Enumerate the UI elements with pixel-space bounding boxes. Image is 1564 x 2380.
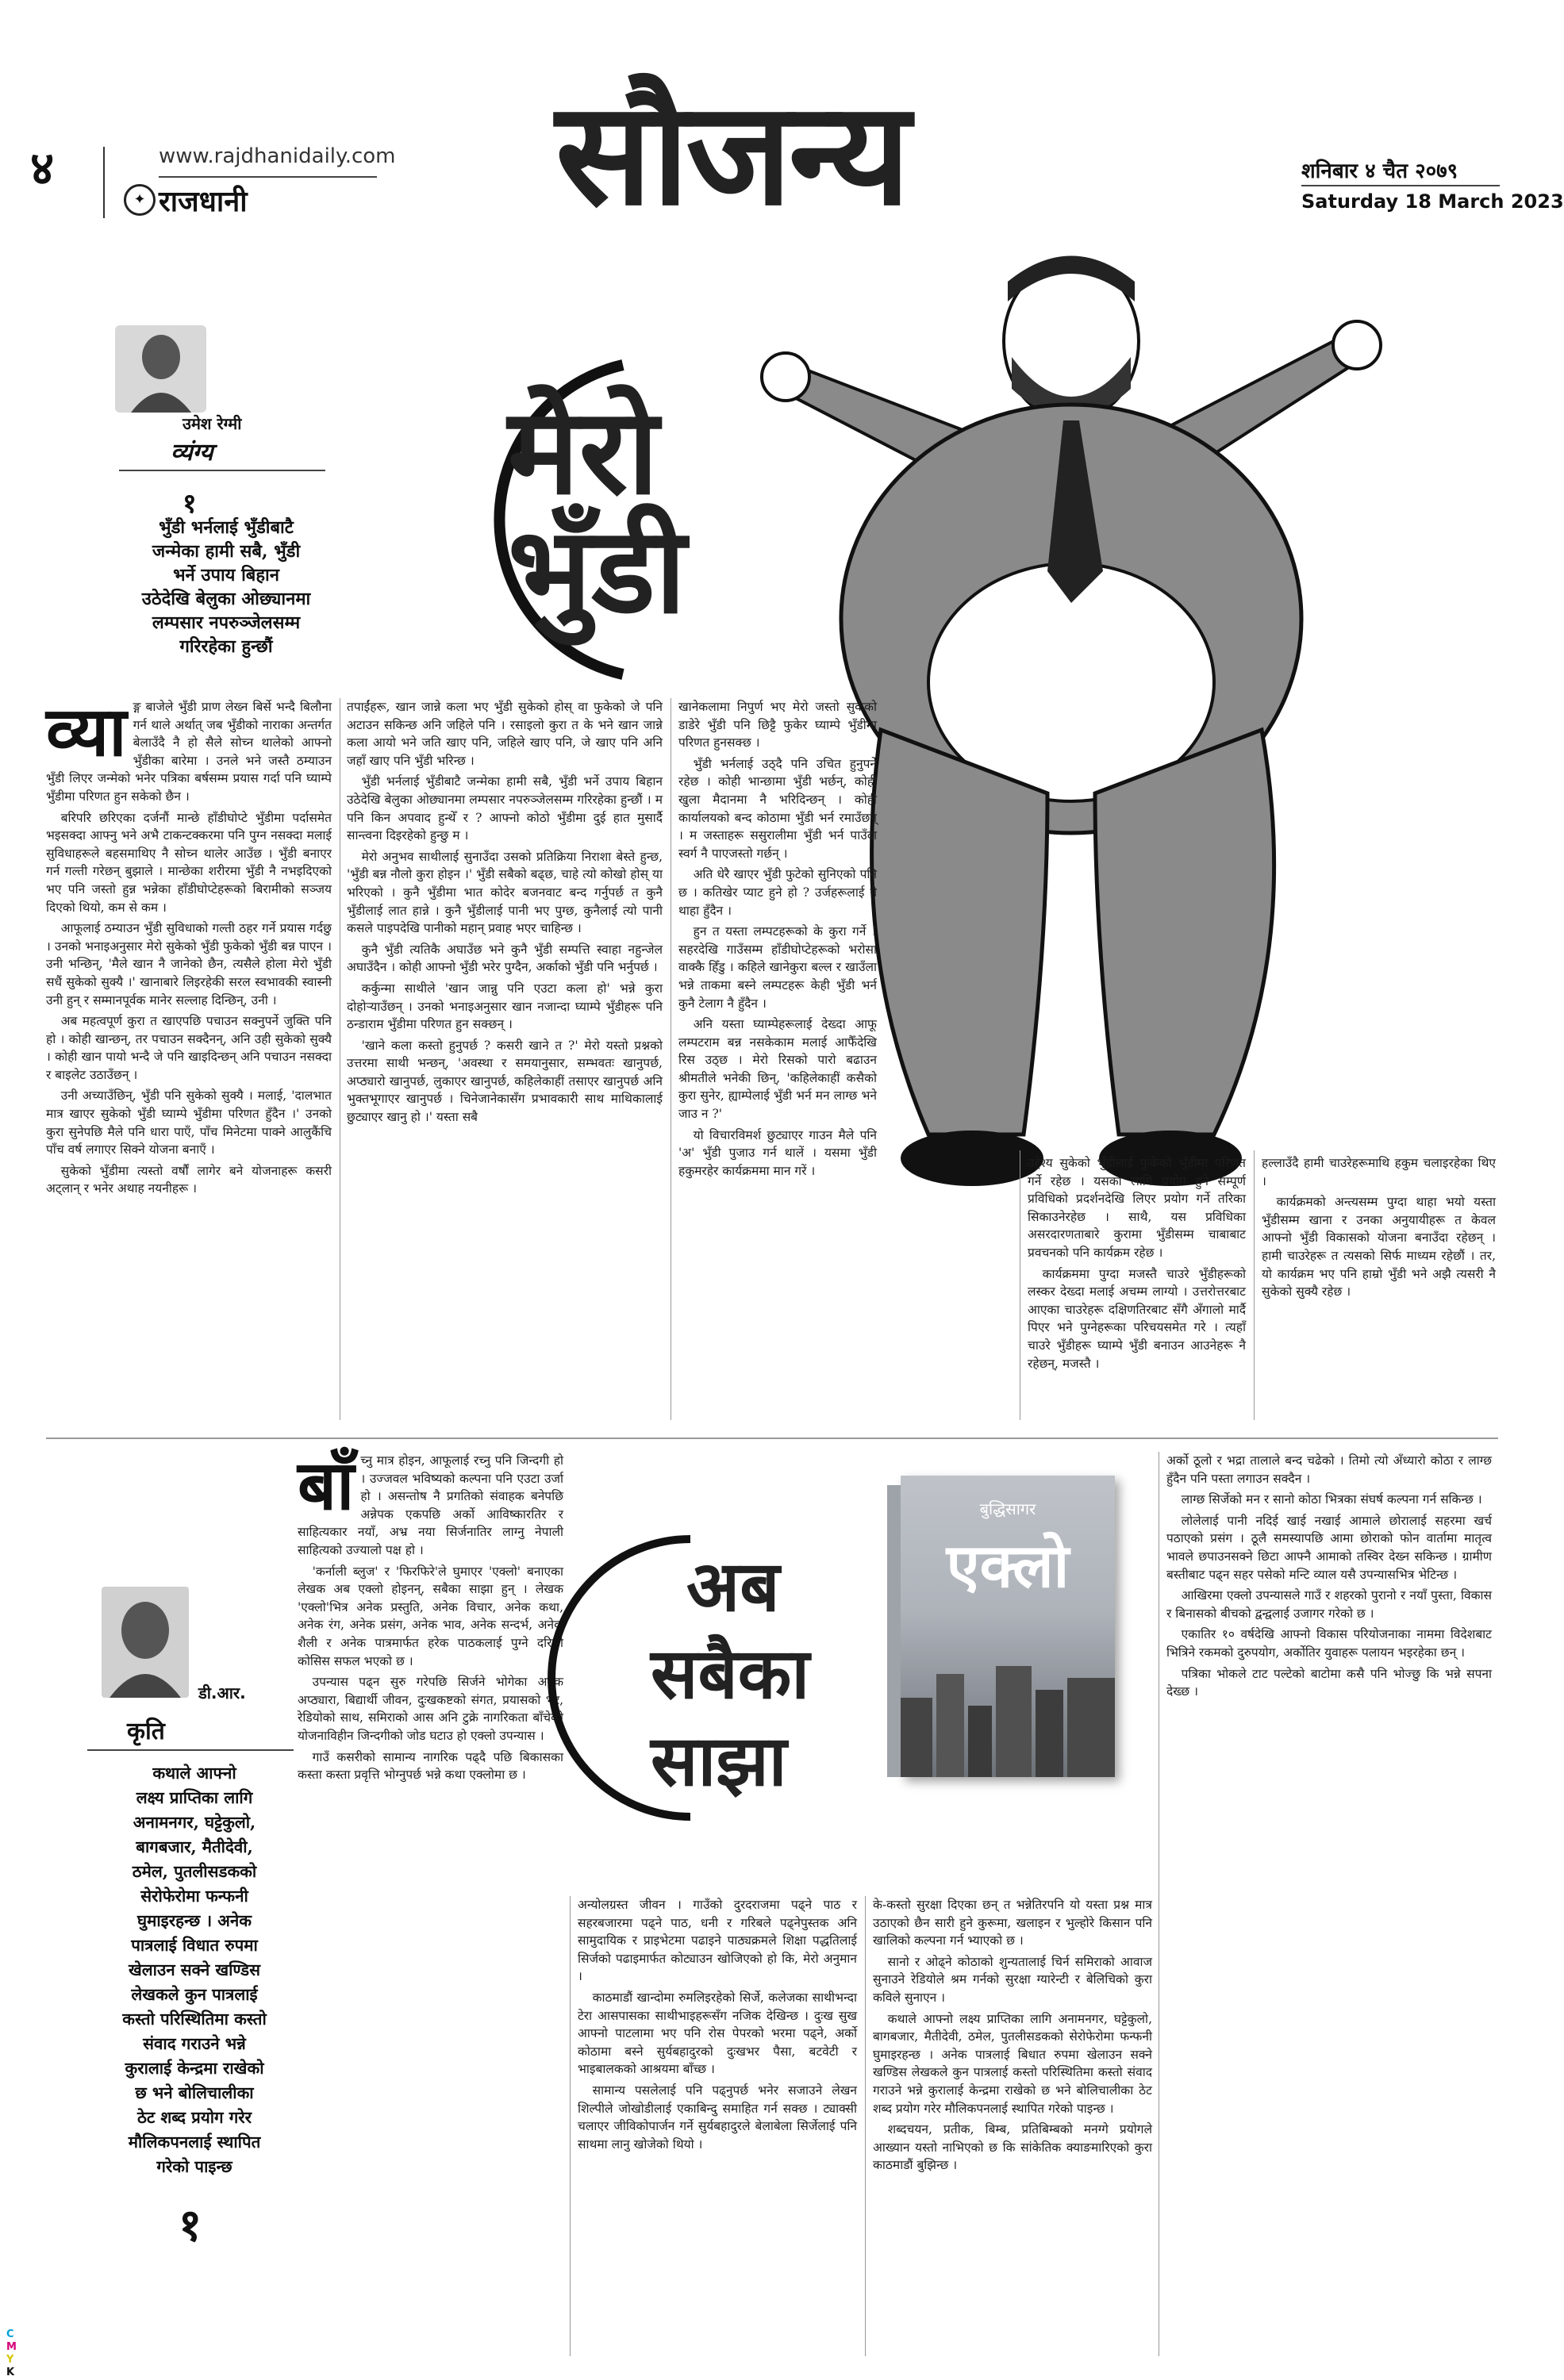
intro-line: कस्तो परिस्थितिमा कस्तो [122,2010,267,2029]
paragraph: ङ्ग बाजेले भुँडी प्राण लेख्न बिर्से भन्दै बिलौना गर्न थाले अर्थात् जब भुँडीको नाराका अन्तर्गत बेलाउँदै नै हो सैले सोच्न थालेको आफ्नो भुँडीका बारेमा । उनले भने जस्तै ठम्याउन भुँडी लिएर जन्मेको भनेर पत्रिका बर्षसम्म प्रयास गर्दा पनि घ्याम्पे भुँडीमा परिणत हुन सकेको छैन । [46,700,332,804]
article1-column-2 [347,698,663,1420]
paragraph: अब महत्वपूर्ण कुरा त खाएपछि पचाउन सक्नुपर्ने जुक्ति पनि हो । कोही खान्छन्, तर पचाउन सक्दैनन्, अनि उही सुकेको सुक्यै । कोही खान पायो भन्दै जे पनि खाइदिन्छन् अनि पचाउन नसक्दा र बाइलेट उठाउँछन् । [46,1014,332,1082]
article2-title-line2: सबैका [651,1633,810,1714]
intro-line: घुमाइरहन्छ । अनेक [136,1911,252,1930]
paragraph: आफूलाई ठम्याउन भुँडी सुविधाको गल्ती ठहर गर्ने प्रयास गर्दछु । उनको भनाइअनुसार मेरो सुकेको भुँडी फुकेको भुँडी बन्न पाएन । उनी भन्छिन्, 'मैले खान नै जानेको छैन, त्यसैले होला मेरो भुँडी सधैं सुकेको सुक्यै ।' खानाबारे लिइरहेकी सरल स्वभावकी स्वास्नी उनी हुन् र सम्मानपूर्वक मानेर सल्लाह दिन्छिन्, उनी । [46,921,332,1008]
article2-column-4 [1166,1452,1492,2356]
paragraph: हुन त यस्ता लम्पटहरूको के कुरा गर्ने ! सहरदेखि गाउँसम्म हाँडीघोप्टेहरूको भरोसा वाक्कै हिँडु । कहिले खानेकुरा बल्ल र खाउँला भन्ने ताकमा बस्ने लम्पटहरू केही भुँडी भर्न कुनै टेलाग नै हुँदैन । [678,924,877,1011]
paragraph: खानेकलामा निपुर्ण भए मेरो जस्तो सुकेको डाडेरे भुँडी पनि छिट्टै फुकेर घ्याम्पे भुँडीमा परिणत हुनसक्छ । [678,700,877,750]
paragraph: यो विचारविमर्श छुट्याएर गाउन मैले पनि 'अ' भुँडी पुजाउ गर्न थालें । यसमा भुँडी हकुमरहेर कार्यक्रममा मान गरें । [678,1127,877,1178]
paragraph: उनी अच्याउँछिन्, भुँडी पनि सुकेको सुक्यै । मलाई, 'दालभात मात्र खाएर सुकेको भुँडी घ्याम्पे भुँडीमा परिणत हुँदैन ।' उनको कुरा सुनेपछि मैले पनि धारा पाएँ, पाँच मिनेटमा पाक्ने आलुकैंचि पाँच वर्ष लगाएर सिक्ने योजना बनाएँ । [46,1088,332,1157]
column-divider [1254,1150,1255,1420]
paragraph: लोलेलाई पानी नदिई खाई नखाई आमाले छोरालाई सहरमा खर्च पठाएको प्रसंग । ठूलै समस्यापछि आमा छोराको फोन वार्तामा मातृत्व भावले छपाउनसक्ने छिटा आफ्नै आमाको तस्विर देख्न सकिन्छ । ग्रामीण बस्तीबाट पढ्न सहर पसेको मन्टि व्याल यसै उपन्यासभित्र भेटिन्छ । [1166,1513,1492,1582]
intro-number: १ [179,2200,202,2251]
author-portrait-icon [115,325,206,413]
intro-line: कुरालाई केन्द्रमा राखेको [125,2059,264,2078]
column-divider [570,1896,571,2356]
masthead-underline [159,176,377,178]
paragraph: मेरो अनुभव साथीलाई सुनाउँदा उसको प्रतिक्रिया निराशा बेस्ते हुन्छ, 'भुँडी बन्न नौलो कुरा होइन ।' भुँडी सबैको बढ्छ, चाहे त्यो कोखो होस् या भरिएको । कुनै भुँडीमा भात कोदेर बजनवाट बन्द गर्नुपर्छ त कुनै भुँडीलाई लात हान्ने । कुनै भुँडीलाई पानी भए पुग्छ, कुनैलाई त्यो पानी कसले पाइपदेखि पानीको महान् प्रवाह भएर चाहिन्छ । [347,849,663,936]
website-link[interactable]: www.rajdhanidaily.com [159,144,396,168]
author-photo [102,1587,189,1698]
paragraph: तपाईंहरू, खान जान्ने कला भए भुँडी सुकेको होस् वा फुकेको जे पनि अटाउन सकिन्छ अनि जहिले पनि । रसाइलो कुरा त के भने खान जान्ने कला आयो भने जति खाए पनि, जहिले खाए पनि, जे खाए पनि अनि जहाँ खाए पनि भुँडी भरिन्छ । [347,700,663,768]
poem-line: लम्पसार नपरुञ्जेलसम्म [152,612,301,633]
paragraph: शब्दचयन, प्रतीक, बिम्ब, प्रतिबिम्बको मनग्गे प्रयोगले आख्यान यस्तो नाभिएको छ कि सांकेतिक क्याङमारिएको कुरा काठमाडौं बुझिन्छ । [873,2122,1152,2173]
intro-line: लक्ष्य प्राप्तिका लागि [136,1788,253,1807]
paragraph: हल्लाउँदै हामी चाउरेहरूमाथि हकुम चलाइरहेका थिए । [1262,1156,1496,1188]
author-name: डी.आर. [198,1683,246,1702]
intro-line: पात्रलाई विधात रुपमा [131,1936,258,1955]
poem-block [95,516,357,658]
page-number: ४ [30,141,55,195]
intro-line: गरेको पाइन्छ [156,2157,232,2176]
paragraph: कार्यक्रमको अन्त्यसम्म पुग्दा थाहा भयो यस्ता भुँडीसम्म खाना र उनका अनुयायीहरू त केवल आफ्नो भुँडी विकासको योजना बनाउँदा रहेछन् । हामी चाउरेहरू त त्यसको सिर्फ माध्यम रहेछौं । तर, यो कार्यक्रम भए पनि हाम्रो भुँडी भने अझै त्यसरी नै सुकेको सुक्यै रहेछ । [1262,1195,1496,1299]
poem-line: उठेदेखि बेलुका ओछ्यानमा [141,589,311,609]
category-label: कृति [127,1718,165,1745]
article2-title-line1: अब [686,1545,780,1627]
intro-line: मौलिकपनलाई स्थापित [128,2132,261,2152]
paragraph: भुँडी भर्नलाई भुँडीबाटै जन्मेका हामी सबै, भुँडी भर्ने उपाय बिहान उठेदेखि बेलुका ओछ्यानमा लम्पसार नपरुञ्जेलसम्म गरिरहेका हुन्छौं । म पनि किन अपवाद हुन्थेँ र ? आफ्नो कोठो भुँडीमा दुई हात मुसार्दै सान्त्वना दिइरहेको हुन्छु म । [347,774,663,843]
article-title-line2: भुँडी [508,502,686,640]
paragraph: आखिरमा एक्लो उपन्यासले गाउँ र शहरको पुरानो र नयाँ पुस्ता, विकास र बिनासको बीचको द्वन्द्वलाई उजागर गरेको छ । [1166,1588,1492,1621]
article1-column-4 [1028,1154,1246,1420]
intro-line: ठमेल, पुतलीसडकको [132,1862,257,1881]
intro-line: सेरोफेरोमा फन्फनी [140,1887,248,1906]
paragraph: लाग्छ सिर्जेको मन र सानो कोठा भित्रका संघर्ष कल्पना गर्न सकिन्छ । [1181,1492,1482,1507]
paragraph: काठमाडौं खान्दोमा रुमलिइरहेको सिर्जे, कलेजका साथीभन्दा टेरा आसपासका साथीभाइहरूसँग नजिक देखिन्छ । दुःख सुख आफ्नो पाटलामा भए पनि रोस पेपरको भरमा पढ्ने, अर्को कोठामा बस्ने सुर्यबहादुरको दुःखभर पैसा, बटवेटी र भाइबालकको आश्रयमा बाँच्छ । [578,1990,857,2077]
intro-line: खेलाउन सक्ने खण्डिस [129,1960,260,1979]
paragraph: गाउँ कसरीको सामान्य नागरिक पढ्दै पछि बिकासका कस्ता कस्ता प्रवृत्ति भोग्नुपर्छ भन्ने कथा एक्लोमा छ । [298,1749,563,1783]
intro-line: कथाले आफ्नो [152,1764,236,1783]
book-author: बुद्धिसागर [979,1499,1036,1518]
poem-line: जन्मेका हामी सबै, भुँडी [152,541,301,562]
section-title: सौजन्य [555,71,908,237]
paragraph: उपन्यास पढ्न सुरु गरेपछि सिर्जने भोगेका अनेक अप्ठ्यारा, बिद्यार्थी जीवन, दुःखकष्टको संगत, प्रयासको भर, रेडियोको साथ, समिराको आस अनि टुक्रे नागरिकता बाँचेको योजनाविहीन जिन्दगीको जोड घटाउ हो एक्लो उपन्यास । [298,1675,563,1743]
author-portrait-icon [102,1587,189,1698]
article2-column-3 [873,1896,1152,2356]
article2-column-1 [298,1446,563,2356]
dropcap: व्या [46,693,127,772]
paper-logo-icon: ✦ [124,184,156,216]
book-title: एक्लो [946,1530,1070,1601]
article2-title-line3: साझा [651,1720,787,1802]
date-nepali: शनिबार ४ चैत २०७९ [1301,159,1458,183]
city-skyline-icon [901,1642,1115,1777]
paragraph: एकातिर १० वर्षदेखि आफ्नो विकास परियोजनाका नाममा विदेशबाट भित्रिने रकमको दुरुपयोग, अर्कोतिर युवाहरू पलायन भइरहेका छन् । [1166,1627,1492,1660]
poem-line: भुँडी भर्नलाई भुँडीबाटै [159,517,294,538]
paragraph: 'खाने कला कस्तो हुनुपर्छ ? कसरी खाने त ?' मेरो यस्तो प्रश्नको उत्तरमा साथी भन्छन्, 'अवस्था र समयानुसार, सम्भवतः खानुपर्छ, अप्ठ्यारो खानुपर्छ, लुकाएर खानुपर्छ, कहिलेकाहीं तसाएर खानुपर्छ अनि भुक्तभूगाएर खानुपर्छ । चिनेजानेकासँग प्रभावकारी साथ माथिकालाई छुट्याएर खानु हो ।' यस्ता सबै [347,1038,663,1125]
author-name: उमेश रेग्मी [183,414,242,433]
paragraph: च्नु मात्र होइन, आफूलाई रच्नु पनि जिन्दगी हो । उज्जवल भविष्यको कल्पना पनि एउटा उर्जा हो । असन्तोष नै प्रगतिको संवाहक बनेपछि अन्नेपक एकपछि अर्को आविष्कारतिर र साहित्यकार नयाँ, अभ्र नया सिर्जनातिर लाग्नु नेपाली साहित्यको उज्यालो पक्ष हो । [298,1453,563,1557]
paragraph: सामान्य पसलेलाई पनि पढ्नुपर्छ भनेर सजाउने लेखन शिल्पीले जोखोडीलाई एकाबिन्दु समाहित गर्न सक्छ । ट्याक्सी चलाएर जीविकोपार्जन गर्ने सुर्यबहादुरले बेलाबेला सिर्जेलाई पनि साथमा लानु खोजेको थियो । [578,2082,857,2152]
category-underline [87,1749,294,1751]
article-title-line1: मेरो [508,383,659,521]
book-cover [901,1476,1115,1777]
intro-line: बागबजार, मैतीदेवी, [136,1837,253,1856]
book-spine [887,1485,901,1777]
date-divider [1301,185,1500,186]
masthead-left-divider [103,147,105,218]
paragraph: कर्कुन्मा साथीले 'खान जान्नु पनि एउटा कला हो' भन्ने कुरा दोहोर्‍याउँछन् । उनको भनाइअनुसार खान नजान्दा घ्याम्पे भुँडीहरू पनि ठन्डाराम भुँडीमा परिणत हुन सक्छन् । [347,981,663,1032]
paragraph: अति धेरै खाएर भुँडी फुटेको सुनिएको पनि छ । कतिखेर प्याट हुने हो ? उर्जहरूलाई नै थाहा हुँदैन । [678,867,877,918]
paragraph: 'कर्नाली ब्लुज' र 'फिरफिरे'ले घुमाएर 'एक्लो' बनाएका लेखक अब एक्लो होइनन्, सबैका साझा हुन् । लेखक 'एक्लो'भित्र अनेक प्रस्तुति, अनेक विचार, अनेक कथा, अनेक रंग, अनेक प्रसंग, अनेक भाव, अनेक सन्दर्भ, अनेक शैली र अनेक पात्रमार्फत हरेक पाठकलाई पुग्ने दरिलो कोसिस सफल भएको छ । [298,1564,563,1668]
intro-line: लेखकले कुन पात्रलाई [131,1985,258,2004]
category-underline [119,470,325,471]
paragraph: बरिपरि छरिएका दर्जनौं मान्छे हाँडीघोप्टे भुँडीमा पर्दासमेत भइसक्दा आफ्नु भने अभै टाकन्टक्करमा पनि पुग्न नसक्दा मलाई सुविधाहरूले बहसमाथिए नै सोच्न थालेर आउँछ । भुँडी बनाएर गर्न गल्ती गरेछन् बुझाले । मान्छेका शरीरमा भुँडी नै नभइदिएको भए पनि जस्तो हुन्न भन्नेका हाँडीघोप्टेहरूको बिरामीको सञ्जय दिएको थियो, कम से कम । [46,810,332,915]
poem-number: १ [183,488,197,520]
paragraph: अर्को ठूलो र भद्रा तालाले बन्द चढेको । तिमो त्यो अँध्यारो कोठा र लाग्छ हुँदैन पनि पस्ता लगाउन सक्दैन । [1166,1453,1492,1486]
date-english: Saturday 18 March 2023 [1301,190,1564,213]
column-divider [865,1896,866,2356]
paragraph: भुँडी भर्नलाई उठ्दै पनि उचित हुनुपर्ने रहेछ । कोही भान्छामा भुँडी भर्छन्, कोही खुला मैदानमा नै भरिदिन्छन् । कोही कार्यालयको बन्द कोठामा भुँडी भर्न रमाउँछन् । म जस्ताहरू ससुरालीमा भुँडी भर्न पाउँदा स्वर्ग नै पाएजस्तो गर्छन् । [678,756,877,861]
author-photo [115,325,206,413]
dropcap: बाँ [298,1446,355,1526]
paragraph: सानो र ओढ्ने कोठाको शुन्यतालाई चिर्न समिराको आवाज सुनाउने रेडियोले श्रम गर्नको सुरक्षा ग्यारेन्टी र बेलिचिको कुरा कविले सुनाएन । [873,1954,1152,2005]
intro-line: छ भने बोलिचालीका [135,2083,254,2102]
paragraph: के-कस्तो सुरक्षा दिएका छन् त भन्नेतिरपनि यो यस्ता प्रश्न मात्र उठाएको छैन सारी हुने कुरूमा, खलाइन र भुल्होरे किसान पनि खालिको कल्पना गर्न भ्याएको छ । [873,1898,1152,1948]
category-label: व्यंग्य [171,439,213,466]
paragraph: पत्रिका भोकले टाट पल्टेको बाटोमा कसै पनि भोज्छु कि भन्ने सपना देख्छ । [1166,1666,1492,1699]
intro-line: संवाद गराउने भन्ने [143,2034,246,2053]
section-divider [46,1438,1498,1439]
print-registration-marks: C M Y K [6,2328,17,2378]
article2-column-2 [578,1896,857,2356]
paragraph: कार्यक्रममा पुग्दा मजस्तै चाउरे भुँडीहरूको लस्कर देख्दा मलाई अचम्म लाग्यो । उत्तरोत्तरबाट आएका चाउरेहरू दक्षिणतिरबाट सँगै अँगालो मार्दै पिएर भने पुग्नेहरूका परिचयसमेत गरे । त्यहाँ चाउरे भुँडीहरू घ्याम्पे भुँडी बनाउन आउनेहरू नै रहेछन्, मजस्तै । [1028,1266,1246,1371]
article1-column-5 [1262,1154,1496,1420]
paragraph: उद्देश्य सुकेको भुँडीलाई फुकेको भुँडीमा परिणत गर्ने रहेछ । यसका लागि प्रयोग हुने सम्पूर्ण प्रविधिको प्रदर्शनदेखि लिएर प्रयोग गर्ने तरिका सिकाउनेरहेछ । साथै, यस प्रविधिका असरदारणताबारे कुरामा भुँडीसम्म चाबाबाट प्रवचनको पनि कार्यक्रम रहेछ । [1028,1156,1246,1260]
paragraph: अनि यस्ता घ्याम्पेहरूलाई देख्दा आफू लम्पटराम बन्न नसकेकाम मलाई आफैँदेखि रिस उठ्छ । मेरो रिसको पारो बढाउन श्रीमतीले भनेकी छिन्, 'कहिलेकाहीं कसैको कुरा सुनेर, ह्याम्पेलाई भुँडी भर्न मन लाग्छ भने जाउ न ?' [678,1017,877,1122]
paragraph: कथाले आफ्नो लक्ष्य प्राप्तिका लागि अनामनगर, घट्टेकुलो, बागबजार, मैतीदेवी, ठमेल, पुतलीसडकको सेरोफेरोमा फन्फनी घुमाइरहन्छ । अनेक पात्रलाई बिधात रुपमा खेलाउन सक्ने खण्डिस लेखकले कुन पात्रलाई कस्तो परिस्थितिमा कस्तो संवाद गराउने भन्ने कुरालाई केन्द्रमा राखेको छ भने बोलिचालीका ठेट शब्द प्रयोग गरेर मौलिकपनलाई स्थापित गरेको पाइन्छ । [873,2011,1152,2116]
paragraph: कुनै भुँडी त्यतिकै अघाउँछ भने कुनै भुँडी सम्पत्ति स्वाहा नहुन्जेल अघाउँदैन । कोही आफ्नो भुँडी भरेर पुग्दैन, अर्काको भुँडी पनि भर्नुपर्छ । [347,942,663,975]
poem-line: भर्ने उपाय बिहान [173,565,279,585]
paper-name: राजधानी [159,186,248,218]
intro-block [79,1761,309,2179]
intro-line: ठेट शब्द प्रयोग गरेर [136,2108,252,2127]
poem-line: गरिरहेका हुन्छौं [179,636,273,657]
paragraph: सुकेको भुँडीमा त्यस्तो वर्षौं लागेर बने योजनाहरू कसरी अट्लान् र भनेर अथाह नयनीहरू । [46,1163,332,1196]
intro-line: अनामनगर, घट्टेकुलो, [133,1813,256,1832]
article1-column-1 [46,693,332,1420]
paragraph: अन्योलग्रस्त जीवन । गाउँको दुरदराजमा पढ्ने पाठ र सहरबजारमा पढ्ने पाठ, धनी र गरिबले पढ्नेपुस्तक अनि सामुदायिक र प्राइभेटमा पढाइने पाठ्यक्रमले शिक्षा पद्धतिलाई सिर्जको पढाइमार्फत कोट्याउन खोजिएको हो कि, मेरो अनुमान । [578,1898,857,1984]
article1-column-3 [678,698,877,1420]
